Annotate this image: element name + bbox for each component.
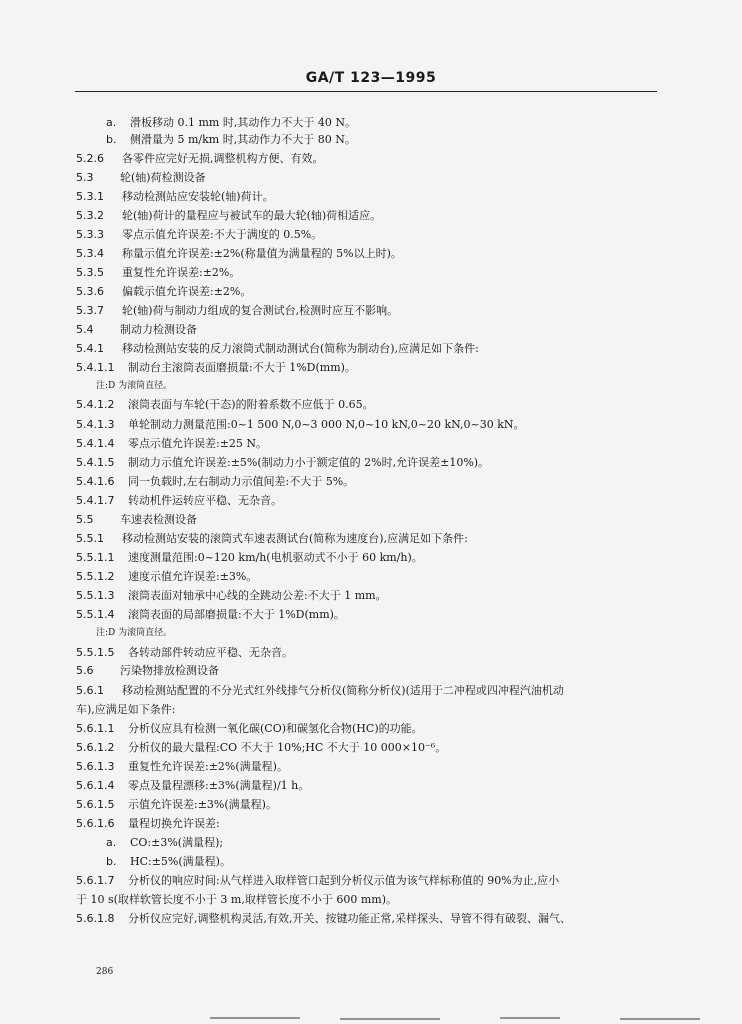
text-line	[76, 190, 274, 203]
text-line	[76, 912, 571, 925]
clause-text: 滑板移动 0.1 mm 时,其动作力不大于 40 N。	[130, 116, 356, 129]
clause-text: 移动检测站安装的反力滚筒式制动测试台(简称为制动台),应满足如下条件:	[122, 342, 479, 355]
text-line	[76, 398, 374, 411]
text-line	[96, 627, 172, 640]
clause-text: 速度示值允许误差:±3%。	[128, 570, 258, 583]
text-line	[76, 247, 402, 260]
text-line	[76, 570, 257, 583]
clause-text: 称量示值允许误差:±2%(称量值为满量程的 5%以上时)。	[122, 247, 402, 260]
clause-text: 示值允许误差:±3%(满量程)。	[128, 798, 277, 811]
clause-text: 零点及量程漂移:±3%(满量程)/1 h。	[128, 779, 310, 792]
clause-number: 5.5.1.5	[76, 646, 115, 659]
text-line	[76, 874, 559, 887]
scan-edge-marks	[0, 1010, 742, 1024]
text-line	[76, 437, 267, 450]
text-line	[106, 133, 356, 146]
text-line	[76, 304, 398, 317]
clause-text: 轮(轴)荷与制动力组成的复合测试台,检测时应互不影响。	[122, 304, 399, 317]
clause-text: 移动检测站配置的不分光式红外线排气分析仪(简称分析仪)(适用于二冲程或四冲程汽油机动	[122, 684, 564, 697]
text-line	[106, 836, 223, 849]
clause-text: 车速表检测设备	[120, 513, 197, 526]
clause-text: 各转动部件转动应平稳、无杂音。	[128, 646, 293, 659]
clause-text: 速度测量范围:0~120 km/h(电机驱动式不小于 60 km/h)。	[128, 551, 423, 564]
clause-number: 5.6.1.7	[76, 874, 115, 887]
text-line	[76, 513, 197, 526]
clause-text: 滚筒表面与车轮(干态)的附着系数不应低于 0.65。	[128, 398, 374, 411]
text-line	[76, 152, 324, 165]
clause-text: 滚筒表面的局部磨损量:不大于 1%D(mm)。	[128, 608, 345, 621]
page-header: GA/T 123—1995	[305, 70, 437, 86]
clause-number: 5.5.1.2	[76, 570, 115, 583]
clause-number: 5.4.1.4	[76, 437, 115, 450]
clause-number: 5.4.1.5	[76, 456, 115, 469]
clause-text: 同一负载时,左右制动力示值间差:不大于 5%。	[128, 475, 355, 488]
clause-text: 分析仪应具有检测一氧化碳(CO)和碳氢化合物(HC)的功能。	[128, 722, 423, 735]
clause-text: 侧滑量为 5 m/km 时,其动作力不大于 80 N。	[130, 133, 356, 146]
clause-number: 5.3.5	[76, 266, 104, 279]
clause-number: a.	[106, 116, 117, 129]
text-line	[96, 380, 172, 393]
clause-number: 5.4.1.7	[76, 494, 115, 507]
clause-number: 5.3.7	[76, 304, 104, 317]
clause-text: HC:±5%(满量程)。	[130, 855, 231, 868]
clause-number: b.	[106, 855, 117, 868]
clause-text: 轮(轴)荷计的量程应与被试车的最大轮(轴)荷相适应。	[122, 209, 382, 222]
clause-number: 5.5.1	[76, 532, 104, 545]
clause-text: 单轮制动力测量范围:0~1 500 N,0~3 000 N,0~10 kN,0~20 kN,0~30 kN。	[128, 418, 525, 431]
clause-text: 量程切换允许误差:	[128, 817, 220, 830]
text-line	[106, 855, 231, 868]
text-line	[76, 817, 220, 830]
page-number: 286	[96, 967, 114, 977]
clause-number: 5.6.1.6	[76, 817, 115, 830]
clause-text: 分析仪应完好,调整机构灵活,有效,开关、按键功能正常,采样探头、导管不得有破裂、漏气、	[128, 912, 571, 925]
text-line	[76, 703, 176, 716]
header-rule	[75, 91, 657, 92]
text-line	[76, 418, 525, 431]
clause-number: 5.5.1.1	[76, 551, 115, 564]
clause-number: 5.5	[76, 513, 94, 526]
clause-text: 重复性允许误差:±2%(满量程)。	[128, 760, 288, 773]
clause-number: 5.4.1.3	[76, 418, 115, 431]
text-line	[76, 209, 381, 222]
clause-number: 5.6.1.5	[76, 798, 115, 811]
text-line	[76, 646, 293, 659]
text-line	[76, 475, 354, 488]
text-line	[76, 361, 356, 374]
text-line	[76, 779, 309, 792]
text-line	[76, 171, 206, 184]
clause-number: 5.2.6	[76, 152, 104, 165]
clause-text: 零点示值允许误差:不大于满度的 0.5%。	[122, 228, 323, 241]
clause-number: 5.6.1	[76, 684, 104, 697]
clause-number: 5.4	[76, 323, 94, 336]
clause-text: 分析仪的最大量程:CO 不大于 10%;HC 不大于 10 000×10⁻⁶。	[128, 741, 447, 754]
text-line	[76, 228, 322, 241]
clause-number: 5.6.1.4	[76, 779, 115, 792]
clause-text: 制动力检测设备	[120, 323, 197, 336]
text-line	[106, 116, 356, 129]
clause-number: 5.3.6	[76, 285, 104, 298]
clause-text: 注:D 为滚筒直径。	[96, 381, 173, 391]
clause-text: CO:±3%(满量程);	[130, 836, 224, 849]
clause-text: 车),应满足如下条件:	[76, 703, 176, 716]
text-line	[76, 741, 446, 754]
text-line	[76, 456, 489, 469]
text-line	[76, 551, 423, 564]
text-line	[76, 760, 288, 773]
clause-number: 5.3.1	[76, 190, 104, 203]
clause-text: 于 10 s(取样软管长度不小于 3 m,取样管长度不小于 600 mm)。	[76, 893, 397, 906]
text-line	[76, 266, 240, 279]
clause-text: 滚筒表面对轴承中心线的全跳动公差:不大于 1 mm。	[128, 589, 387, 602]
text-line	[76, 684, 564, 697]
clause-number: 5.6.1.3	[76, 760, 115, 773]
text-line	[76, 722, 423, 735]
text-line	[76, 532, 468, 545]
text-line	[76, 323, 197, 336]
clause-text: 制动力示值允许误差:±5%(制动力小于额定值的 2%时,允许误差±10%)。	[128, 456, 490, 469]
clause-number: 5.3	[76, 171, 94, 184]
clause-number: 5.4.1.2	[76, 398, 115, 411]
clause-number: 5.3.2	[76, 209, 104, 222]
text-line	[76, 285, 251, 298]
clause-number: 5.6	[76, 664, 94, 677]
text-line	[76, 664, 219, 677]
clause-text: 污染物排放检测设备	[120, 664, 219, 677]
clause-text: 转动机件运转应平稳、无杂音。	[128, 494, 282, 507]
text-line	[76, 798, 277, 811]
text-line	[76, 342, 479, 355]
clause-number: 5.3.4	[76, 247, 104, 260]
clause-text: 注:D 为滚筒直径。	[96, 628, 173, 638]
clause-text: 制动台主滚筒表面磨损量:不大于 1%D(mm)。	[128, 361, 356, 374]
text-line	[76, 893, 397, 906]
clause-number: 5.5.1.4	[76, 608, 115, 621]
clause-number: a.	[106, 836, 117, 849]
clause-text: 轮(轴)荷检测设备	[120, 171, 206, 184]
clause-text: 移动检测站安装的滚筒式车速表测试台(简称为速度台),应满足如下条件:	[122, 532, 468, 545]
clause-text: 分析仪的响应时间:从气样进入取样管口起到分析仪示值为该气样标称值的 90%为止,应小	[128, 874, 560, 887]
text-line	[76, 589, 387, 602]
clause-number: 5.6.1.1	[76, 722, 115, 735]
text-line	[76, 608, 345, 621]
clause-number: b.	[106, 133, 117, 146]
clause-number: 5.5.1.3	[76, 589, 115, 602]
clause-number: 5.4.1.6	[76, 475, 115, 488]
text-line	[76, 494, 282, 507]
clause-text: 移动检测站应安装轮(轴)荷计。	[122, 190, 274, 203]
clause-number: 5.6.1.2	[76, 741, 115, 754]
clause-text: 零点示值允许误差:±25 N。	[128, 437, 268, 450]
clause-text: 重复性允许误差:±2%。	[122, 266, 241, 279]
clause-number: 5.4.1	[76, 342, 104, 355]
clause-text: 各零件应完好无损,调整机构方便、有效。	[122, 152, 324, 165]
clause-text: 偏载示值允许误差:±2%。	[122, 285, 252, 298]
clause-number: 5.3.3	[76, 228, 104, 241]
clause-number: 5.4.1.1	[76, 361, 115, 374]
clause-number: 5.6.1.8	[76, 912, 115, 925]
